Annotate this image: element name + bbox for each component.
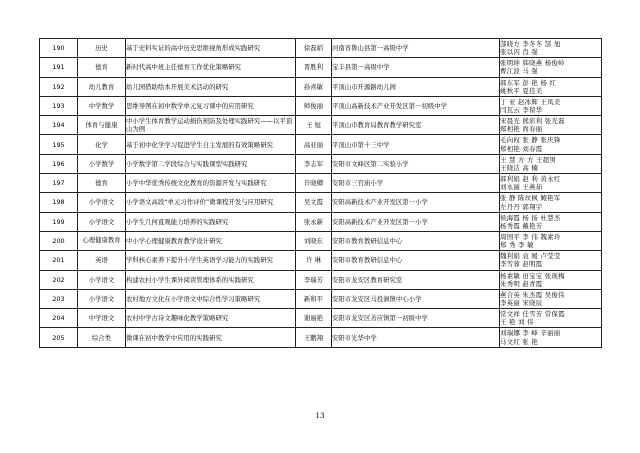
subject-cell: 小学数学 xyxy=(78,154,126,173)
member-line: 宋晨光 熊彩利 张光磊 xyxy=(500,117,565,126)
unit-cell: 安阳市龙安区马投涧镇中心小学 xyxy=(332,289,500,308)
subject-cell: 小学语文 xyxy=(78,212,126,231)
project-title-cell: 小学语文高段“单元习作评价”微课程开发与应用研究 xyxy=(126,193,296,212)
leader-cell: 孙喜敏 xyxy=(296,77,332,96)
project-title-cell: 学科核心素养下提升小学生英语学习能力的实践研究 xyxy=(126,251,296,270)
members-cell xyxy=(500,96,602,115)
member-line: 郜晓方 李冬冬 郜 旭 xyxy=(500,39,561,48)
table-body xyxy=(40,39,602,348)
row-number: 198 xyxy=(40,193,78,212)
leader-cell: 徐磊娟 xyxy=(296,39,332,58)
table-row xyxy=(40,116,602,135)
project-title-cell: 中小学生体育教学运动损伤预防及处理实践研究——以平顶山为例 xyxy=(126,116,296,135)
row-number: 196 xyxy=(40,154,78,173)
member-line: 郑相艳 刘春霞 xyxy=(500,144,543,153)
leader-cell: 新和平 xyxy=(296,289,332,308)
row-number: 195 xyxy=(40,135,78,154)
leader-cell: 王 旭 xyxy=(296,116,332,135)
row-number: 200 xyxy=(40,231,78,250)
members-cell xyxy=(500,270,602,289)
unit-cell: 安阳市龙安区善应镇第一初级中学 xyxy=(332,309,500,328)
row-number: 204 xyxy=(40,309,78,328)
row-number: 192 xyxy=(40,77,78,96)
member-line: 王 慧 方 方 王超男 xyxy=(500,155,557,164)
leader-cell: 李瑞芳 xyxy=(296,270,332,289)
subject-cell: 中学数学 xyxy=(78,96,126,115)
unit-cell: 安阳市教育教研信息中心 xyxy=(332,231,500,250)
member-line: 朱秀明 赵青霞 xyxy=(500,279,543,288)
leader-cell: 刘晓东 xyxy=(296,231,332,250)
member-line: 李英丽 宋晓辰 xyxy=(500,299,543,307)
leader-cell: 晋胜利 xyxy=(296,58,332,77)
member-line: 常文祥 任雪芳 常保霞 xyxy=(500,310,565,319)
members-cell xyxy=(500,212,602,231)
table-row xyxy=(40,58,602,77)
subject-cell: 小学语文 xyxy=(78,289,126,308)
project-title-cell: 基于初中化学学习促进学生自主发展的有效策略研究 xyxy=(126,135,296,154)
subject-cell: 历史 xyxy=(78,39,126,58)
project-title-cell: 构建农村小学生课外阅读管理体系的实践研究 xyxy=(126,270,296,289)
member-line: 丁 亚 赵冰辉 王凤美 xyxy=(500,97,561,106)
unit-cell: 安阳高新技术产业开发区第一小学 xyxy=(332,212,500,231)
members-cell xyxy=(500,39,602,58)
project-title-cell: 中小学心理健康教育教学设计研究 xyxy=(126,231,296,250)
member-line: 郑 秀 李 敏 xyxy=(500,241,534,250)
project-title-cell: 小学数学第二学段综合与实践课型实践研究 xyxy=(126,154,296,173)
unit-cell: 河南省鲁山县第一高级中学 xyxy=(332,39,500,58)
subject-cell: 幼儿教育 xyxy=(78,77,126,96)
row-number: 190 xyxy=(40,39,78,58)
members-cell xyxy=(500,174,602,193)
member-line: 王 艳 刘 伟 xyxy=(500,318,534,327)
subject-cell: 化学 xyxy=(78,135,126,154)
member-line: 毛向权 张 静 张庆锋 xyxy=(500,136,561,145)
members-cell xyxy=(500,58,602,77)
table-row xyxy=(40,231,602,250)
project-title-cell: 新时代高中班主任德育工作优化策略研究 xyxy=(126,58,296,77)
member-line: 侯海霞 杨 扬 杜慧杰 xyxy=(500,213,561,222)
unit-cell: 安阳高新技术产业开发区第一小学 xyxy=(332,193,500,212)
project-title-cell: 小学中华优秀传统文化教育的资源开发与实践研究 xyxy=(126,174,296,193)
member-line: 郑相艳 尚春丽 xyxy=(500,125,543,134)
project-title-cell: 基于史料实证的高中历史思维视角形成实践研究 xyxy=(126,39,296,58)
members-cell xyxy=(500,135,602,154)
project-title-cell: 农村中学古诗文趣味化教学策略研究 xyxy=(126,309,296,328)
project-title-cell: 小学生几何直观能力培养的实践研究 xyxy=(126,212,296,231)
member-line: 左丹丹 郭翔宇 xyxy=(500,202,543,211)
members-cell xyxy=(500,77,602,96)
table-row xyxy=(40,251,602,270)
member-line: 王晓洁 高 楠 xyxy=(500,163,539,172)
member-line: 马文红 张 艳 xyxy=(500,337,539,346)
leader-cell: 张永新 xyxy=(296,212,332,231)
members-cell xyxy=(500,328,602,347)
members-cell xyxy=(500,309,602,328)
table-row xyxy=(40,154,602,173)
unit-cell: 平顶山市开源路幼儿园 xyxy=(332,77,500,96)
unit-cell: 平顶山市第十三中学 xyxy=(332,135,500,154)
members-cell xyxy=(500,116,602,135)
row-number: 197 xyxy=(40,174,78,193)
table-row xyxy=(40,289,602,308)
table-row xyxy=(40,96,602,115)
table-row xyxy=(40,174,602,193)
member-line: 杨素敏 田宝宝 张现梅 xyxy=(500,271,565,280)
leader-cell: 李志军 xyxy=(296,154,332,173)
member-line: 李雪蓉 赵明霞 xyxy=(500,260,543,269)
table-row xyxy=(40,193,602,212)
members-cell xyxy=(500,289,602,308)
member-line: 刘瑞娜 李 峰 辛丽丽 xyxy=(500,329,561,338)
row-number: 194 xyxy=(40,116,78,135)
member-line: 郝东军 彭 艳 杨 红 xyxy=(500,78,557,87)
member-line: 张明坤 韩晓燕 杨俊岭 xyxy=(500,59,565,68)
members-cell xyxy=(500,193,602,212)
member-line: 杨秀霞 戴艳芳 xyxy=(500,221,543,230)
member-line: 曹江波 马 强 xyxy=(500,67,539,76)
table-row xyxy=(40,328,602,347)
row-number: 202 xyxy=(40,270,78,289)
leader-cell: 王鹏翔 xyxy=(296,328,332,347)
subject-cell: 英语 xyxy=(78,251,126,270)
leader-cell: 许 琳 xyxy=(296,251,332,270)
unit-cell: 安阳市文峰区第二实验小学 xyxy=(332,154,500,173)
leader-cell: 师俊丽 xyxy=(296,96,332,115)
member-line: 燕合英 朱杰霞 吴俊伟 xyxy=(500,290,565,299)
subject-cell: 小学语文 xyxy=(78,270,126,289)
members-cell xyxy=(500,231,602,250)
member-line: 郝利娟 赵 利 黄永红 xyxy=(500,175,561,184)
leader-cell: 吴文霞 xyxy=(296,193,332,212)
leader-cell: 高亚丽 xyxy=(296,135,332,154)
unit-cell: 平顶山市教育局教育教学研究室 xyxy=(332,116,500,135)
member-line: 刘永丽 王燕茹 xyxy=(500,183,543,192)
project-title-cell: 幼儿园借助绘本开展美术活动的研究 xyxy=(126,77,296,96)
row-number: 201 xyxy=(40,251,78,270)
row-number: 205 xyxy=(40,328,78,347)
table-row xyxy=(40,270,602,289)
leader-cell: 谢丽艳 xyxy=(296,309,332,328)
member-line: 张 静 陈丝枫 鲍艳军 xyxy=(500,194,561,203)
table-row xyxy=(40,77,602,96)
row-number: 199 xyxy=(40,212,78,231)
table-row xyxy=(40,212,602,231)
subject-cell: 体育与健康 xyxy=(78,116,126,135)
member-line: 周国平 李 伟 魏素玲 xyxy=(500,232,561,241)
unit-cell: 宝丰县第一高级中学 xyxy=(332,58,500,77)
row-number: 203 xyxy=(40,289,78,308)
subject-cell: 德育 xyxy=(78,58,126,77)
members-cell xyxy=(500,251,602,270)
table-row xyxy=(40,309,602,328)
subject-cell: 中学语文 xyxy=(78,309,126,328)
project-list-table xyxy=(39,38,602,348)
unit-cell: 安阳市三官庙小学 xyxy=(332,174,500,193)
members-cell xyxy=(500,154,602,173)
leader-cell: 许晓卿 xyxy=(296,174,332,193)
subject-cell: 小学语文 xyxy=(78,193,126,212)
project-title-cell: 微课在初中教学中应用的实践研究 xyxy=(126,328,296,347)
project-title-cell: 农村地方文化在小学语文中综合性学习策略研究 xyxy=(126,289,296,308)
unit-cell: 安阳市教育教研信息中心 xyxy=(332,251,500,270)
project-title-cell: 思维导图在初中数学单元复习课中的应用研究 xyxy=(126,96,296,115)
member-line: 魏利娟 袁 媛 卢莹莹 xyxy=(500,252,561,261)
unit-cell: 平顶山高新技术产业开发区第一初级中学 xyxy=(332,96,500,115)
subject-cell: 综合类 xyxy=(78,328,126,347)
unit-cell: 安阳市龙安区教育研究室 xyxy=(332,270,500,289)
member-line: 姚秋平 夏佳美 xyxy=(500,86,543,95)
row-number: 193 xyxy=(40,96,78,115)
member-line: 张以闪 肖 强 xyxy=(500,48,539,57)
member-line: 闫瓦云 李留华 xyxy=(500,106,543,115)
subject-cell: 德育 xyxy=(78,174,126,193)
table-row xyxy=(40,39,602,58)
page-number: 13 xyxy=(315,412,325,420)
unit-cell: 安阳市光华中学 xyxy=(332,328,500,347)
subject-cell: 心理健康教育 xyxy=(78,231,126,250)
table-row xyxy=(40,135,602,154)
row-number: 191 xyxy=(40,58,78,77)
